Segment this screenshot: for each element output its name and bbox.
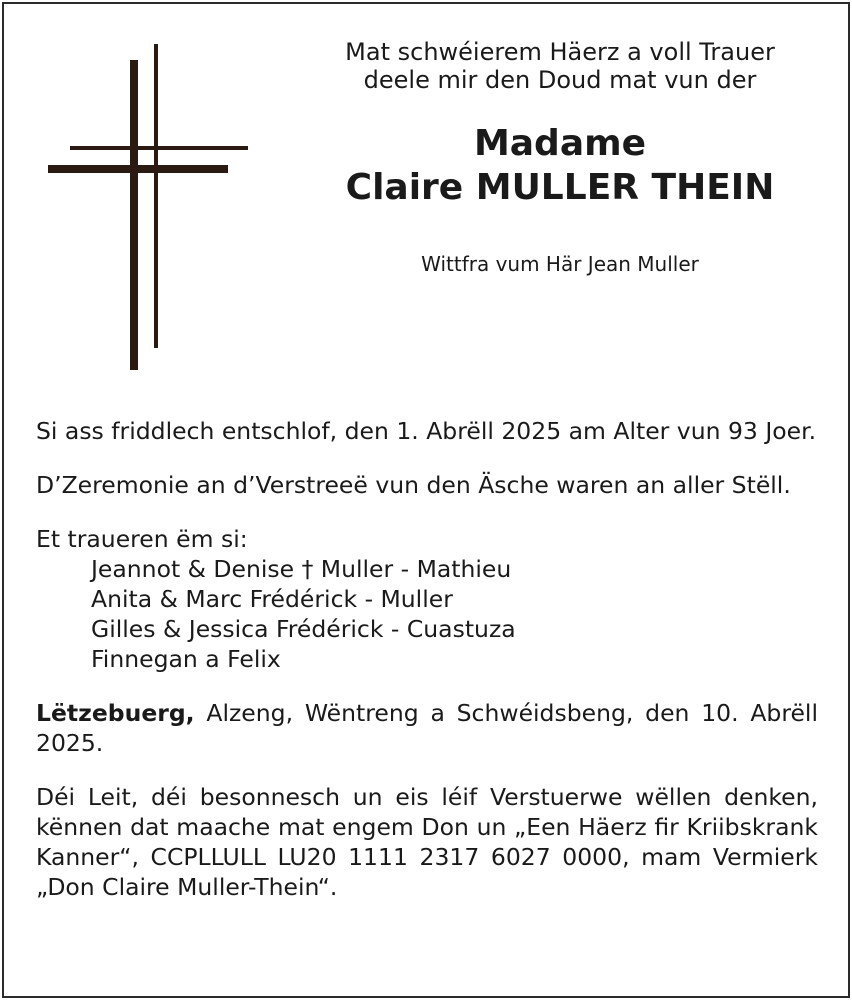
mourner-item: Gilles & Jessica Frédérick - Cuastuza (91, 615, 516, 643)
mourners-intro: Et traueren ëm si: (36, 525, 248, 553)
mourner-item: Finnegan a Felix (91, 645, 281, 673)
deceased-name: Claire MULLER THEIN (345, 167, 775, 208)
place-date-rest: Alzeng, Wëntreng a Schwéidsbeng, den 10. Abrëll 2025. (36, 699, 818, 757)
cross-icon (48, 44, 248, 370)
intro-text (300, 38, 820, 94)
notice-body (36, 416, 818, 902)
donation-paragraph: Déi Leit, déi besonnesch un eis léif Verstuerwe wëllen denken, kënnen dat maache mat engem Don un „Een Häerz fir Kriibskrank Kanner“, CCPLLULL LU20 1111 2317 6027 0000, mam Vermierk „Don Claire Muller-Thein“. (36, 783, 818, 901)
deceased-name-block (300, 122, 820, 210)
place-name: Lëtzebuerg, (36, 699, 195, 727)
intro-line-1: Mat schwéierem Häerz a voll Trauer (345, 38, 775, 66)
mourner-item: Jeannot & Denise † Muller - Mathieu (91, 555, 512, 583)
mourners-list (36, 554, 818, 674)
honorific: Madame (473, 123, 647, 164)
mourner-item: Anita & Marc Frédérick - Muller (91, 585, 453, 613)
passing-paragraph: Si ass friddlech entschlof, den 1. Abrëll 2025 am Alter vun 93 Joer. (36, 417, 817, 445)
intro-line-2: deele mir den Doud mat vun der (363, 66, 757, 94)
place-date-paragraph (36, 698, 818, 758)
widow-of-line: Wittfra vum Här Jean Muller (421, 252, 699, 276)
ceremony-paragraph: D’Zeremonie an d’Verstreeë vun den Äsche waren an aller Stëll. (36, 471, 791, 499)
